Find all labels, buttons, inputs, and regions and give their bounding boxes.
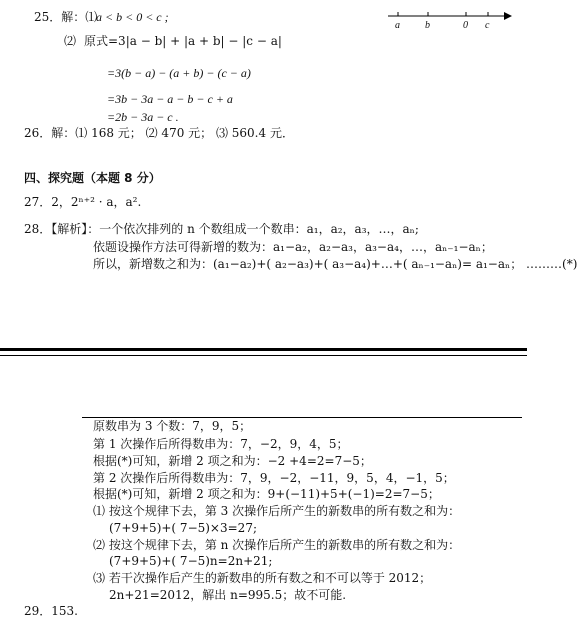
p25-step-3: =2b − 3a − c . [107,110,179,124]
arrow-icon [504,12,512,20]
p25-part2-label: ⑵ [64,34,77,48]
cont-line-6: ⑴ 按这个规律下去，第 3 次操作后所产生的新数串的所有数之和为： [93,504,461,518]
cont-line-9: (7+9+5)+( 7−5)n=2n+21; [109,554,273,568]
cont-line-10: ⑶ 若干次操作后产生的新数串的所有数之和不可以等于 2012； [93,571,432,585]
p25-step-2: =3b − 3a − a − b − c + a [107,92,233,106]
p28-line-1: 28．【解析】：一个依次排列的 n 个数组成一个数串：a₁，a₂，a₃，…，aₙ; [24,222,419,236]
cont-line-4: 第 2 次操作后所得数串为：7，9，−2，−11，9，5，4，−1，5； [93,471,455,485]
section4-heading: 四、探究题（本题 8 分） [24,171,161,185]
cont-line-7: (7+9+5)+( 7−5)×3=27; [109,521,257,535]
page-break-thick-rule [0,348,527,351]
page-break-thin-rule [0,355,527,356]
p25-inequality: a < b < 0 < c ; [96,10,169,24]
page-top-rule [82,417,522,418]
p27-line: 27．2，2ⁿ⁺² · a，a². [24,195,142,209]
p25-part2-expression: 原式=3|a − b| + |a + b| − |c − a| [84,34,282,48]
numberline-label-a: a [395,20,400,31]
cont-line-2: 第 1 次操作后所得数串为：7，−2，9，4，5； [93,437,349,451]
cont-line-3: 根据(*)可知，新增 2 项之和为：−2 +4=2=7−5； [93,454,372,468]
numberline-label-0: 0 [463,20,468,31]
p25-label: 25．解：⑴ [34,10,98,24]
cont-line-5: 根据(*)可知，新增 2 项之和为：9+(−11)+5+(−1)=2=7−5； [93,487,440,501]
p25-step-1: =3(b − a) − (a + b) − (c − a) [107,66,251,80]
cont-line-11: 2n+21=2012，解出 n=995.5；故不可能. [109,588,347,602]
cont-line-1: 原数串为 3 个数：7，9，5； [93,419,252,433]
p29-line: 29．153. [24,604,78,618]
p28-line-2: 依题设操作方法可得新增的数为：a₁−a₂，a₂−a₃，a₃−a₄，…，aₙ₋₁−aₙ； [93,240,493,254]
p28-line-3: 所以，新增数之和为：(a₁−a₂)+( a₂−a₃)+( a₃−a₄)+…+( aₙ₋₁−aₙ)= a₁−aₙ； ………(*) [93,257,577,271]
numberline-label-b: b [425,20,430,31]
number-line [388,6,518,36]
cont-line-8: ⑵ 按这个规律下去，第 n 次操作后所产生的新数串的所有数之和为： [93,538,461,552]
p26-line: 26．解：⑴ 168 元； ⑵ 470 元； ⑶ 560.4 元． [24,126,294,140]
numberline-label-c: c [485,20,490,31]
